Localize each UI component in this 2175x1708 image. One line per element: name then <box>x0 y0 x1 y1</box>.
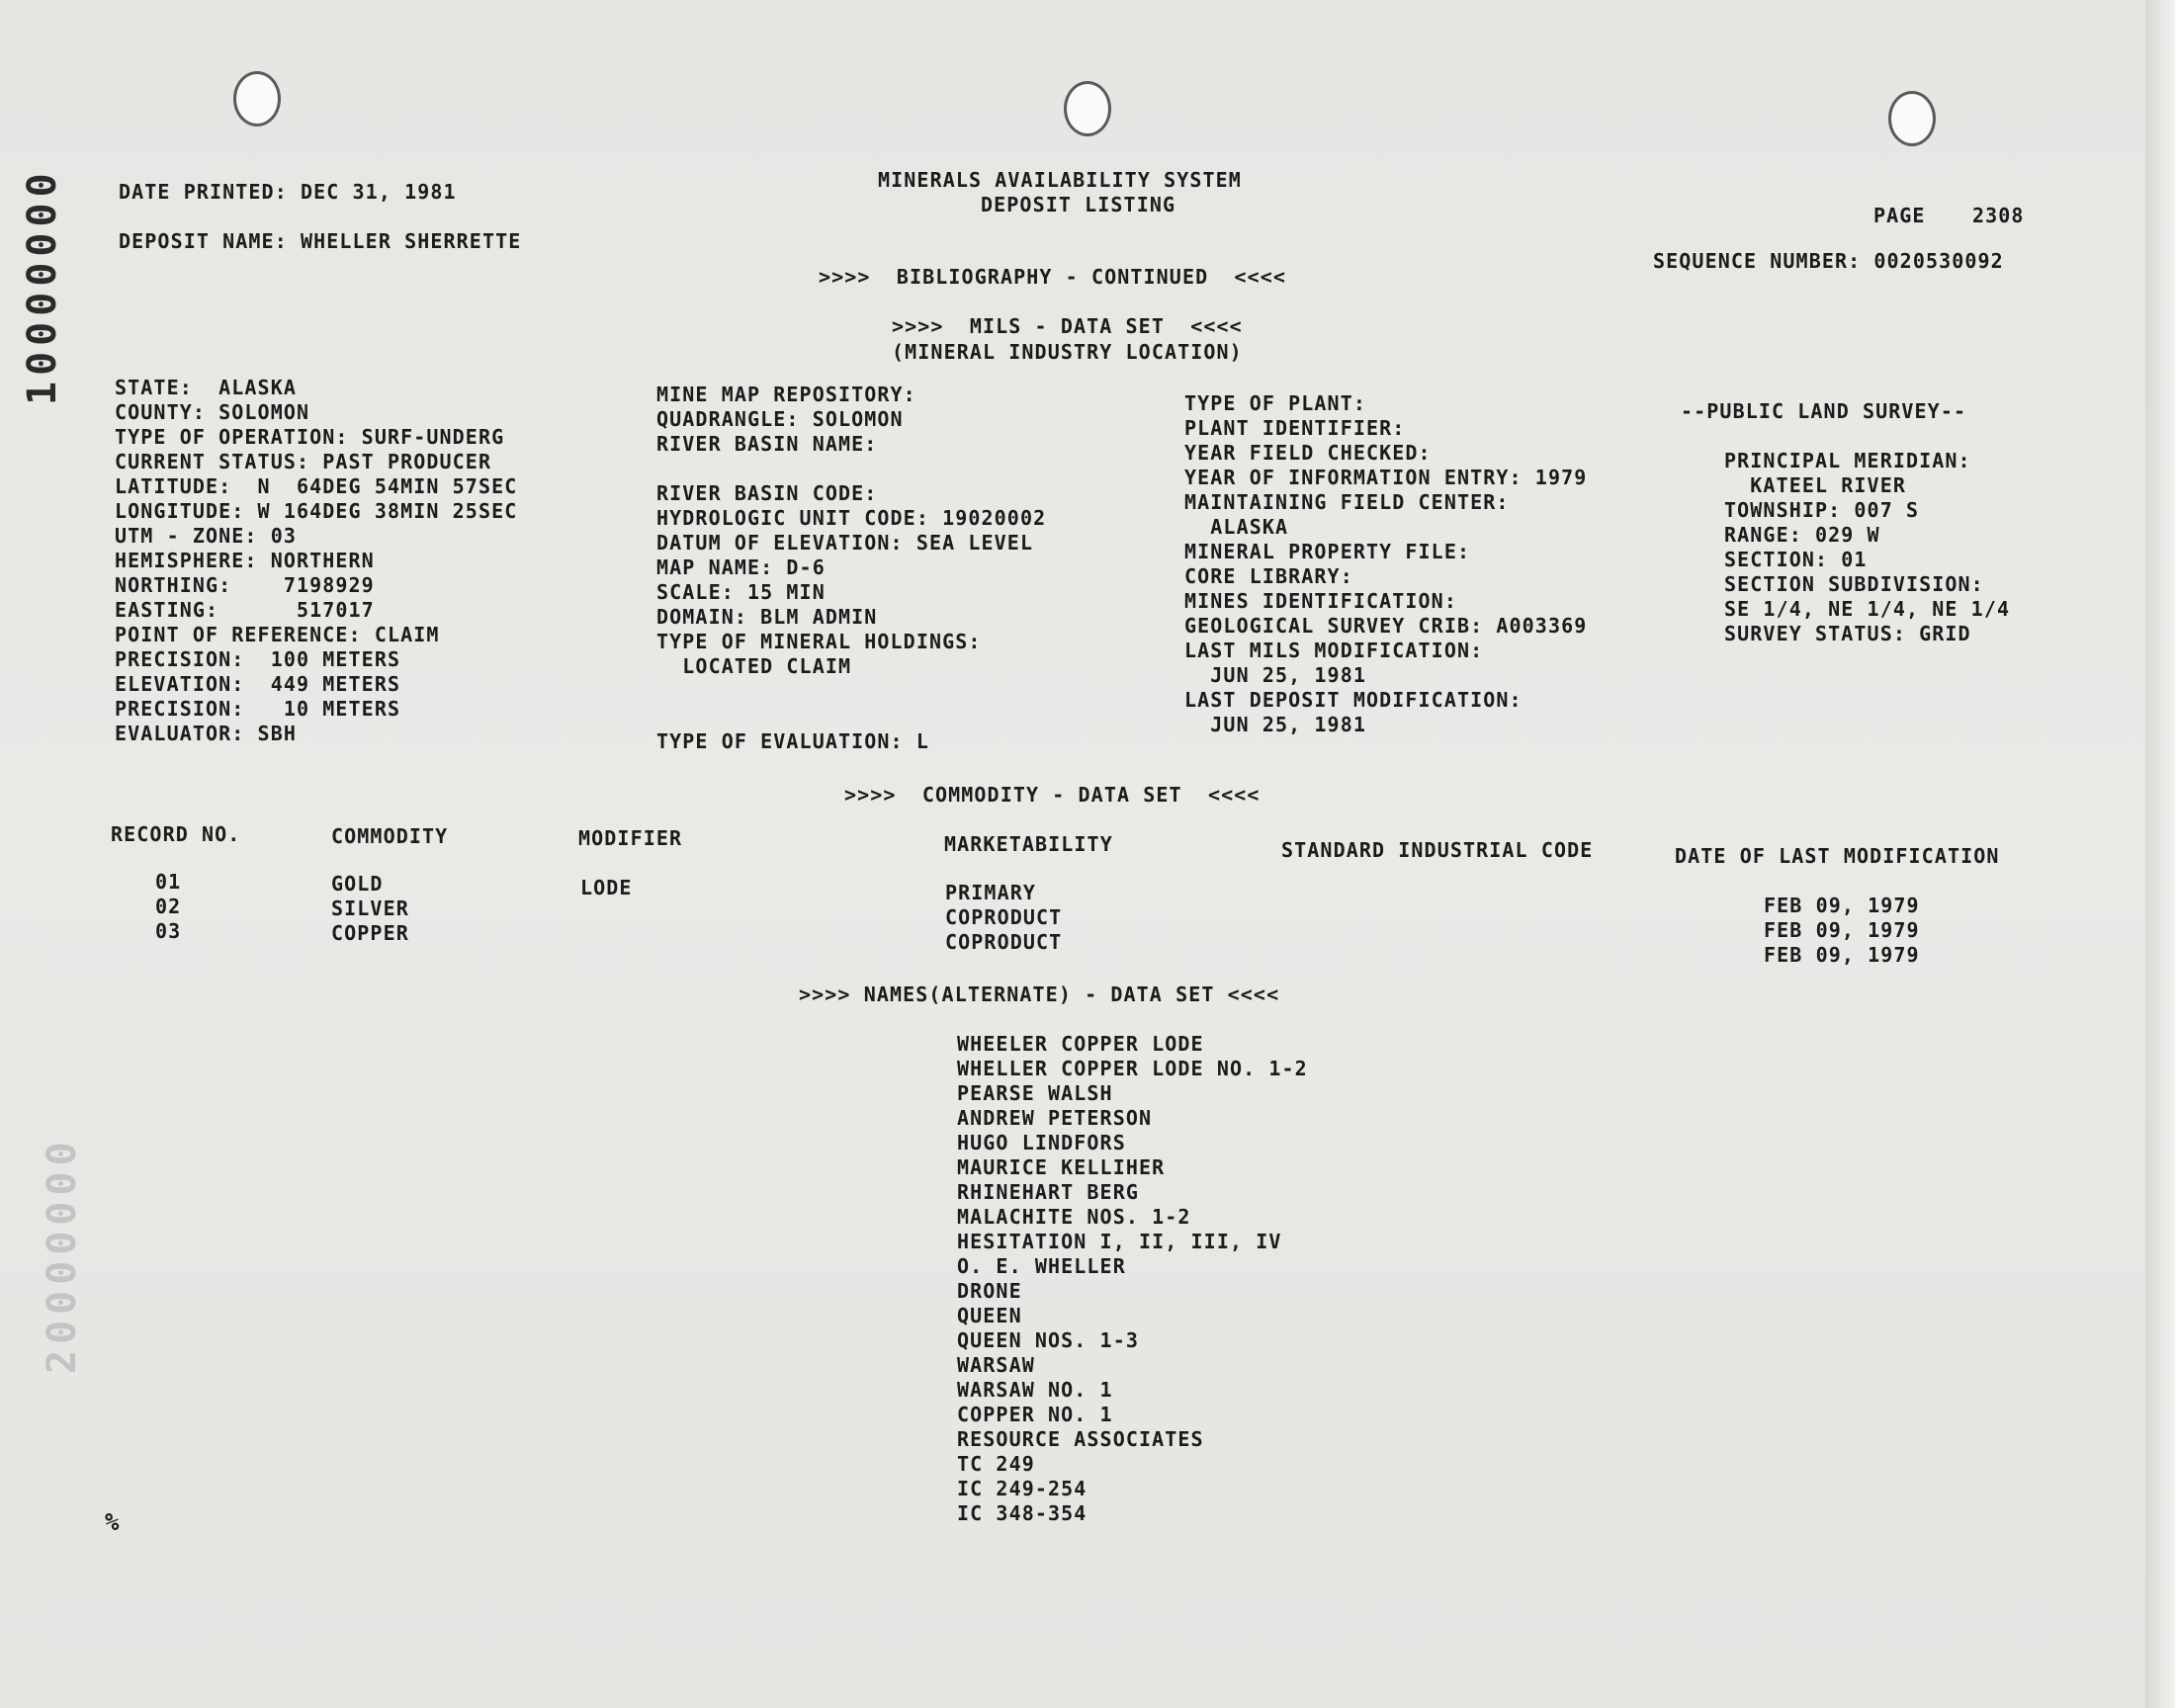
alternate-name-item: TC 249 <box>957 1452 1035 1476</box>
alternate-name-item: RHINEHART BERG <box>957 1180 1139 1204</box>
row-02-record: 02 <box>155 895 182 918</box>
row-01-commodity: GOLD <box>331 872 384 896</box>
mine-field: SCALE: 15 MIN <box>656 580 826 604</box>
alternate-name-item: COPPER NO. 1 <box>957 1403 1113 1426</box>
listing-title: DEPOSIT LISTING <box>981 193 1176 216</box>
plant-fields <box>1184 391 1587 737</box>
land-survey-field: RANGE: 029 W <box>1724 523 1880 547</box>
mine-fields <box>656 383 1046 679</box>
plant-field: MAINTAINING FIELD CENTER: <box>1184 490 1510 514</box>
row-01-record: 01 <box>155 870 182 894</box>
plant-field: ALASKA <box>1184 515 1289 539</box>
mine-field: RIVER BASIN CODE: <box>656 481 878 505</box>
commodity-title: >>>> COMMODITY - DATA SET <<<< <box>844 783 1261 807</box>
land-survey-title: --PUBLIC LAND SURVEY-- <box>1681 399 1967 423</box>
alternate-name-item: WARSAW <box>957 1353 1035 1377</box>
mine-field: HYDROLOGIC UNIT CODE: 19020002 <box>656 506 1047 530</box>
header-date-of-last-modification: DATE OF LAST MODIFICATION <box>1675 844 2000 868</box>
header-marketability: MARKETABILITY <box>944 832 1113 856</box>
mine-field: QUADRANGLE: SOLOMON <box>656 407 904 431</box>
alternate-names-list <box>957 1032 1308 1526</box>
punch-hole-left <box>233 71 281 127</box>
land-survey-field: SURVEY STATUS: GRID <box>1724 622 1971 645</box>
mine-field: DOMAIN: BLM ADMIN <box>656 605 878 629</box>
land-survey-field: SECTION: 01 <box>1724 548 1868 571</box>
location-field: PRECISION: 100 METERS <box>115 647 401 671</box>
location-field: LATITUDE: N 64DEG 54MIN 57SEC <box>115 474 518 498</box>
location-field: NORTHING: 7198929 <box>115 573 375 597</box>
mine-field: DATUM OF ELEVATION: SEA LEVEL <box>656 531 1034 555</box>
row-03-marketability: COPRODUCT <box>945 930 1063 954</box>
location-field: STATE: ALASKA <box>115 376 297 399</box>
land-survey-field: KATEEL RIVER <box>1724 473 1906 497</box>
alternate-name-item: WHEELER COPPER LODE <box>957 1032 1204 1056</box>
alternate-name-item: HUGO LINDFORS <box>957 1131 1126 1154</box>
sequence-number: SEQUENCE NUMBER: 0020530092 <box>1653 249 2004 273</box>
header-commodity: COMMODITY <box>331 824 449 848</box>
location-field: EVALUATOR: SBH <box>115 722 297 745</box>
location-field: UTM - ZONE: 03 <box>115 524 297 548</box>
land-survey-field: TOWNSHIP: 007 S <box>1724 498 1920 522</box>
location-field: TYPE OF OPERATION: SURF-UNDERG <box>115 425 505 449</box>
sheet-edge <box>2145 0 2175 1708</box>
mine-field: TYPE OF MINERAL HOLDINGS: <box>656 630 982 653</box>
type-of-evaluation: TYPE OF EVALUATION: L <box>656 729 929 753</box>
alternate-name-item: WARSAW NO. 1 <box>957 1378 1113 1402</box>
plant-field: YEAR OF INFORMATION ENTRY: 1979 <box>1184 466 1588 489</box>
location-field: CURRENT STATUS: PAST PRODUCER <box>115 450 492 473</box>
alternate-name-item: ANDREW PETERSON <box>957 1106 1153 1130</box>
alternate-name-item: MALACHITE NOS. 1-2 <box>957 1205 1191 1229</box>
row-02-marketability: COPRODUCT <box>945 905 1063 929</box>
mine-field: RIVER BASIN NAME: <box>656 432 878 456</box>
row-03-record: 03 <box>155 919 182 943</box>
punch-hole-right <box>1888 91 1936 146</box>
location-field: POINT OF REFERENCE: CLAIM <box>115 623 440 646</box>
page-label: PAGE <box>1873 204 1926 227</box>
header-sic: STANDARD INDUSTRIAL CODE <box>1281 838 1594 862</box>
land-survey-fields <box>1724 449 2010 646</box>
plant-field: LAST MILS MODIFICATION: <box>1184 639 1484 662</box>
punch-hole-center <box>1064 81 1111 136</box>
names-title: >>>> NAMES(ALTERNATE) - DATA SET <<<< <box>799 982 1280 1006</box>
deposit-name: DEPOSIT NAME: WHELLER SHERRETTE <box>119 229 522 253</box>
bibliography-continued: >>>> BIBLIOGRAPHY - CONTINUED <<<< <box>819 265 1287 289</box>
header-modifier: MODIFIER <box>578 826 683 850</box>
land-survey-field: SECTION SUBDIVISION: <box>1724 572 1984 596</box>
plant-field: GEOLOGICAL SURVEY CRIB: A003369 <box>1184 614 1588 638</box>
plant-field: LAST DEPOSIT MODIFICATION: <box>1184 688 1522 712</box>
alternate-name-item: MAURICE KELLIHER <box>957 1155 1166 1179</box>
row-02-commodity: SILVER <box>331 897 409 920</box>
alternate-name-item: QUEEN <box>957 1304 1022 1327</box>
alternate-name-item: QUEEN NOS. 1-3 <box>957 1328 1139 1352</box>
location-field: LONGITUDE: W 164DEG 38MIN 25SEC <box>115 499 518 523</box>
alternate-name-item: DRONE <box>957 1279 1022 1303</box>
alternate-name-item: WHELLER COPPER LODE NO. 1-2 <box>957 1057 1308 1080</box>
location-field: COUNTY: SOLOMON <box>115 400 310 424</box>
alternate-name-item: HESITATION I, II, III, IV <box>957 1230 1282 1253</box>
row-01-date: FEB 09, 1979 <box>1764 894 1920 917</box>
land-survey-field: PRINCIPAL MERIDIAN: <box>1724 449 1971 472</box>
alternate-name-item: O. E. WHELLER <box>957 1254 1126 1278</box>
date-printed: DATE PRINTED: DEC 31, 1981 <box>119 180 457 204</box>
mils-data-set-subtitle: (MINERAL INDUSTRY LOCATION) <box>892 340 1243 364</box>
mine-field: MINE MAP REPOSITORY: <box>656 383 916 406</box>
plant-field: MINERAL PROPERTY FILE: <box>1184 540 1471 563</box>
plant-field: JUN 25, 1981 <box>1184 663 1366 687</box>
mils-data-set-title: >>>> MILS - DATA SET <<<< <box>892 314 1243 338</box>
alternate-name-item: PEARSE WALSH <box>957 1081 1113 1105</box>
plant-field: MINES IDENTIFICATION: <box>1184 589 1457 613</box>
location-fields <box>115 376 517 746</box>
land-survey-field: SE 1/4, NE 1/4, NE 1/4 <box>1724 597 2011 621</box>
plant-field: PLANT IDENTIFIER: <box>1184 416 1406 440</box>
side-stamp-faint-number: 20000000 <box>40 1136 85 1374</box>
row-02-date: FEB 09, 1979 <box>1764 918 1920 942</box>
page-number: 2308 <box>1972 204 2025 227</box>
alternate-name-item: IC 249-254 <box>957 1477 1088 1500</box>
plant-field: TYPE OF PLANT: <box>1184 391 1366 415</box>
plant-field: CORE LIBRARY: <box>1184 564 1353 588</box>
mine-field: LOCATED CLAIM <box>656 654 852 678</box>
row-01-modifier: LODE <box>580 876 633 899</box>
row-03-date: FEB 09, 1979 <box>1764 943 1920 967</box>
footer-mark: % <box>105 1508 121 1536</box>
header-record-no: RECORD NO. <box>111 822 241 846</box>
row-03-commodity: COPPER <box>331 921 409 945</box>
system-title: MINERALS AVAILABILITY SYSTEM <box>878 168 1242 192</box>
mine-field <box>656 457 1046 481</box>
alternate-name-item: IC 348-354 <box>957 1501 1088 1525</box>
plant-field: JUN 25, 1981 <box>1184 713 1366 736</box>
location-field: EASTING: 517017 <box>115 598 375 622</box>
alternate-name-item: RESOURCE ASSOCIATES <box>957 1427 1204 1451</box>
side-stamp-number: 10000000 <box>20 167 65 405</box>
row-01-marketability: PRIMARY <box>945 881 1036 904</box>
location-field: PRECISION: 10 METERS <box>115 697 401 721</box>
location-field: ELEVATION: 449 METERS <box>115 672 401 696</box>
mine-field: MAP NAME: D-6 <box>656 555 826 579</box>
plant-field: YEAR FIELD CHECKED: <box>1184 441 1432 465</box>
location-field: HEMISPHERE: NORTHERN <box>115 549 375 572</box>
